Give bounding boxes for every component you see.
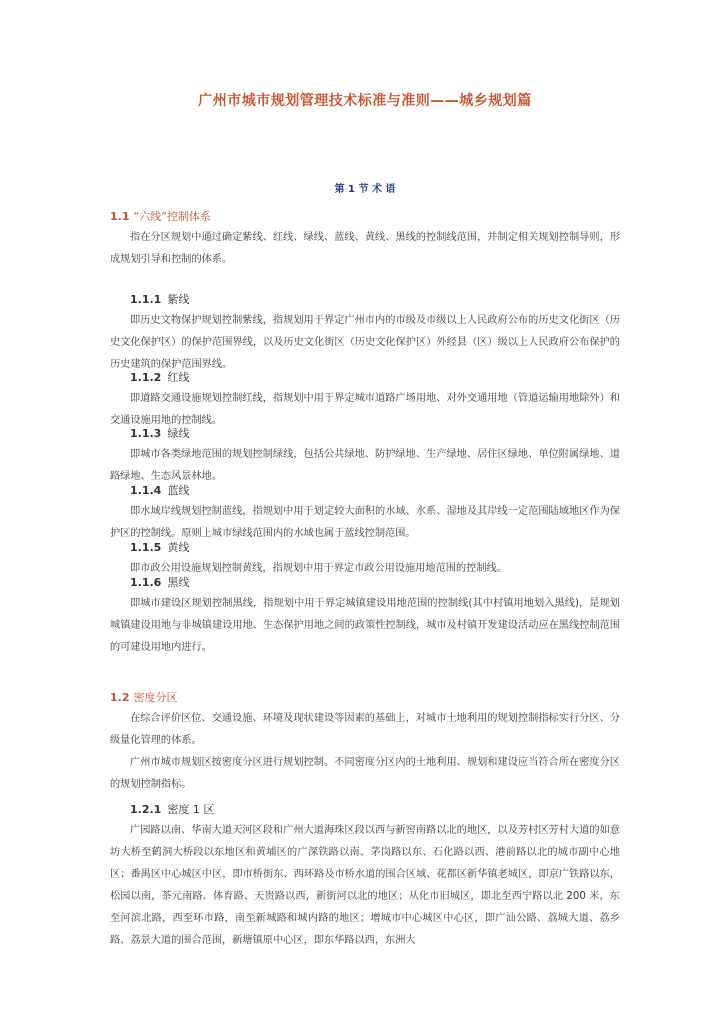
item-1-1-5-title: 黄线 [167,541,190,554]
item-1-2-1-heading [110,800,620,820]
section-1-1-number: 1.1 [110,210,130,223]
section-1-1-title: “六线”控制体系 [133,210,211,223]
item-1-1-2-title: 红线 [167,371,190,384]
item-1-1-4-text: 即水域岸线规划控制蓝线，指规划中用于划定较大面积的水域、水系、湿地及其岸线一定范围陆域地区作为保护区的控制线。原则上城市绿线范围内的水域也属于蓝线控制范围。 [110,506,620,539]
item-1-1-3-number: 1.1.3 [130,427,162,440]
item-1-1-1-text: 即历史文物保护规划控制紫线，指规划用于界定广州市内的市级及市级以上人民政府公布的历史文化街区（历史文化保护区）的保护范围界线，以及历史文化街区（历史文化保护区）外经县（区）级以上人民政府公布保护的历史建筑的保护范围界线。 [110,315,620,370]
item-1-1-1-heading [110,290,620,310]
item-1-1-2-text: 即道路交通设施规划控制红线，指规划中用于界定城市道路广场用地、对外交通用地（管道运输用地除外）和交通设施用地的控制线。 [110,393,620,426]
item-1-1-6-heading [110,573,620,593]
item-1-2-1-title: 密度 1 区 [167,803,215,816]
section-title: 第 1 节 术 语 [334,184,396,195]
item-1-1-4-number: 1.1.4 [130,484,162,497]
item-1-1-3-title: 绿线 [167,427,190,440]
item-1-1-2 [110,368,620,432]
section-1-1 [110,207,620,271]
item-1-2-1-text: 广园路以南、华南大道天河区段和广州大道海珠区段以西与新窖南路以北的地区，以及芳村区芳村大道的如意坊大桥至鹤洞大桥段以东地区和黄埔区的广深铁路以南、茅岗路以东、石化路以西、港前路以北的城市副中心地区；番禺区中心城区中区，即市桥街东、西环路及市桥水道的围合区域、花都区新华镇老城区，即京广铁路以东，松园以南，茶元南路、体育路、天贵路以西，新街河以北的地区；从化市旧城区，即北至西宁路以北 200 米，东至河滨北路，西至环市路，南至新城路和城内路的地区；增城市中心城区中心区，即广汕公路、荔城大道、荔乡路、荔景大道的围合范围，新塘镇原中心区，即东华路以西，东洲大 [110,825,620,946]
document-title: 广州市城市规划管理技术标准与准则——城乡规划篇 [198,93,532,109]
item-1-1-2-number: 1.1.2 [130,371,162,384]
section-1-2-number: 1.2 [110,691,130,704]
item-1-1-4 [110,481,620,545]
item-1-1-3-text: 即城市各类绿地范围的规划控制绿线，包括公共绿地、防护绿地、生产绿地、居住区绿地、单位附属绿地、道路绿地、生态风景林地。 [110,449,620,482]
item-1-1-4-title: 蓝线 [167,484,190,497]
item-1-1-3-heading [110,424,620,444]
item-1-1-1 [110,290,620,376]
item-1-1-6-text: 即城市建设区规划控制黑线，指规划中用于界定城镇建设用地范围的控制线(其中村镇用地划入黑线)，是规划城镇建设用地与非城镇建设用地、生态保护用地之间的政策性控制线，城市及村镇开发建设活动应在黑线控制范围的可建设用地内进行。 [110,598,620,653]
item-1-1-4-heading [110,481,620,501]
section-1-2-para-1: 在综合评价区位、交通设施、环境及现状建设等因素的基础上，对城市土地利用的规划控制指标实行分区、分级量化管理的体系。 [110,713,620,746]
item-1-1-5-text: 即市政公用设施规划控制黄线，指规划中用于界定市政公用设施用地范围的控制线。 [130,563,507,574]
section-1-1-intro: 指在分区规划中通过确定紫线、红线、绿线、蓝线、黄线、黑线的控制线范围，并制定相关规划控制导则，形成规划引导和控制的体系。 [110,232,620,265]
item-1-1-5-heading [110,538,620,558]
item-1-2-1-number: 1.2.1 [130,803,162,816]
section-1-2-title: 密度分区 [133,691,178,704]
item-1-1-5-number: 1.1.5 [130,541,162,554]
item-1-1-6-number: 1.1.6 [130,576,162,589]
item-1-1-2-heading [110,368,620,388]
section-1-2-para-2: 广州市城市规划区按密度分区进行规划控制。不同密度分区内的土地利用、规划和建设应当符合所在密度分区的规划控制指标。 [110,757,620,790]
section-1-2 [110,688,620,796]
item-1-1-6-title: 黑线 [167,576,190,589]
section-1-2-heading [110,688,620,708]
section-1-1-heading [110,207,620,227]
item-1-1-6 [110,573,620,659]
item-1-1-3 [110,424,620,488]
item-1-1-1-number: 1.1.1 [130,293,162,306]
item-1-1-1-title: 紫线 [167,293,190,306]
item-1-2-1 [110,800,620,952]
